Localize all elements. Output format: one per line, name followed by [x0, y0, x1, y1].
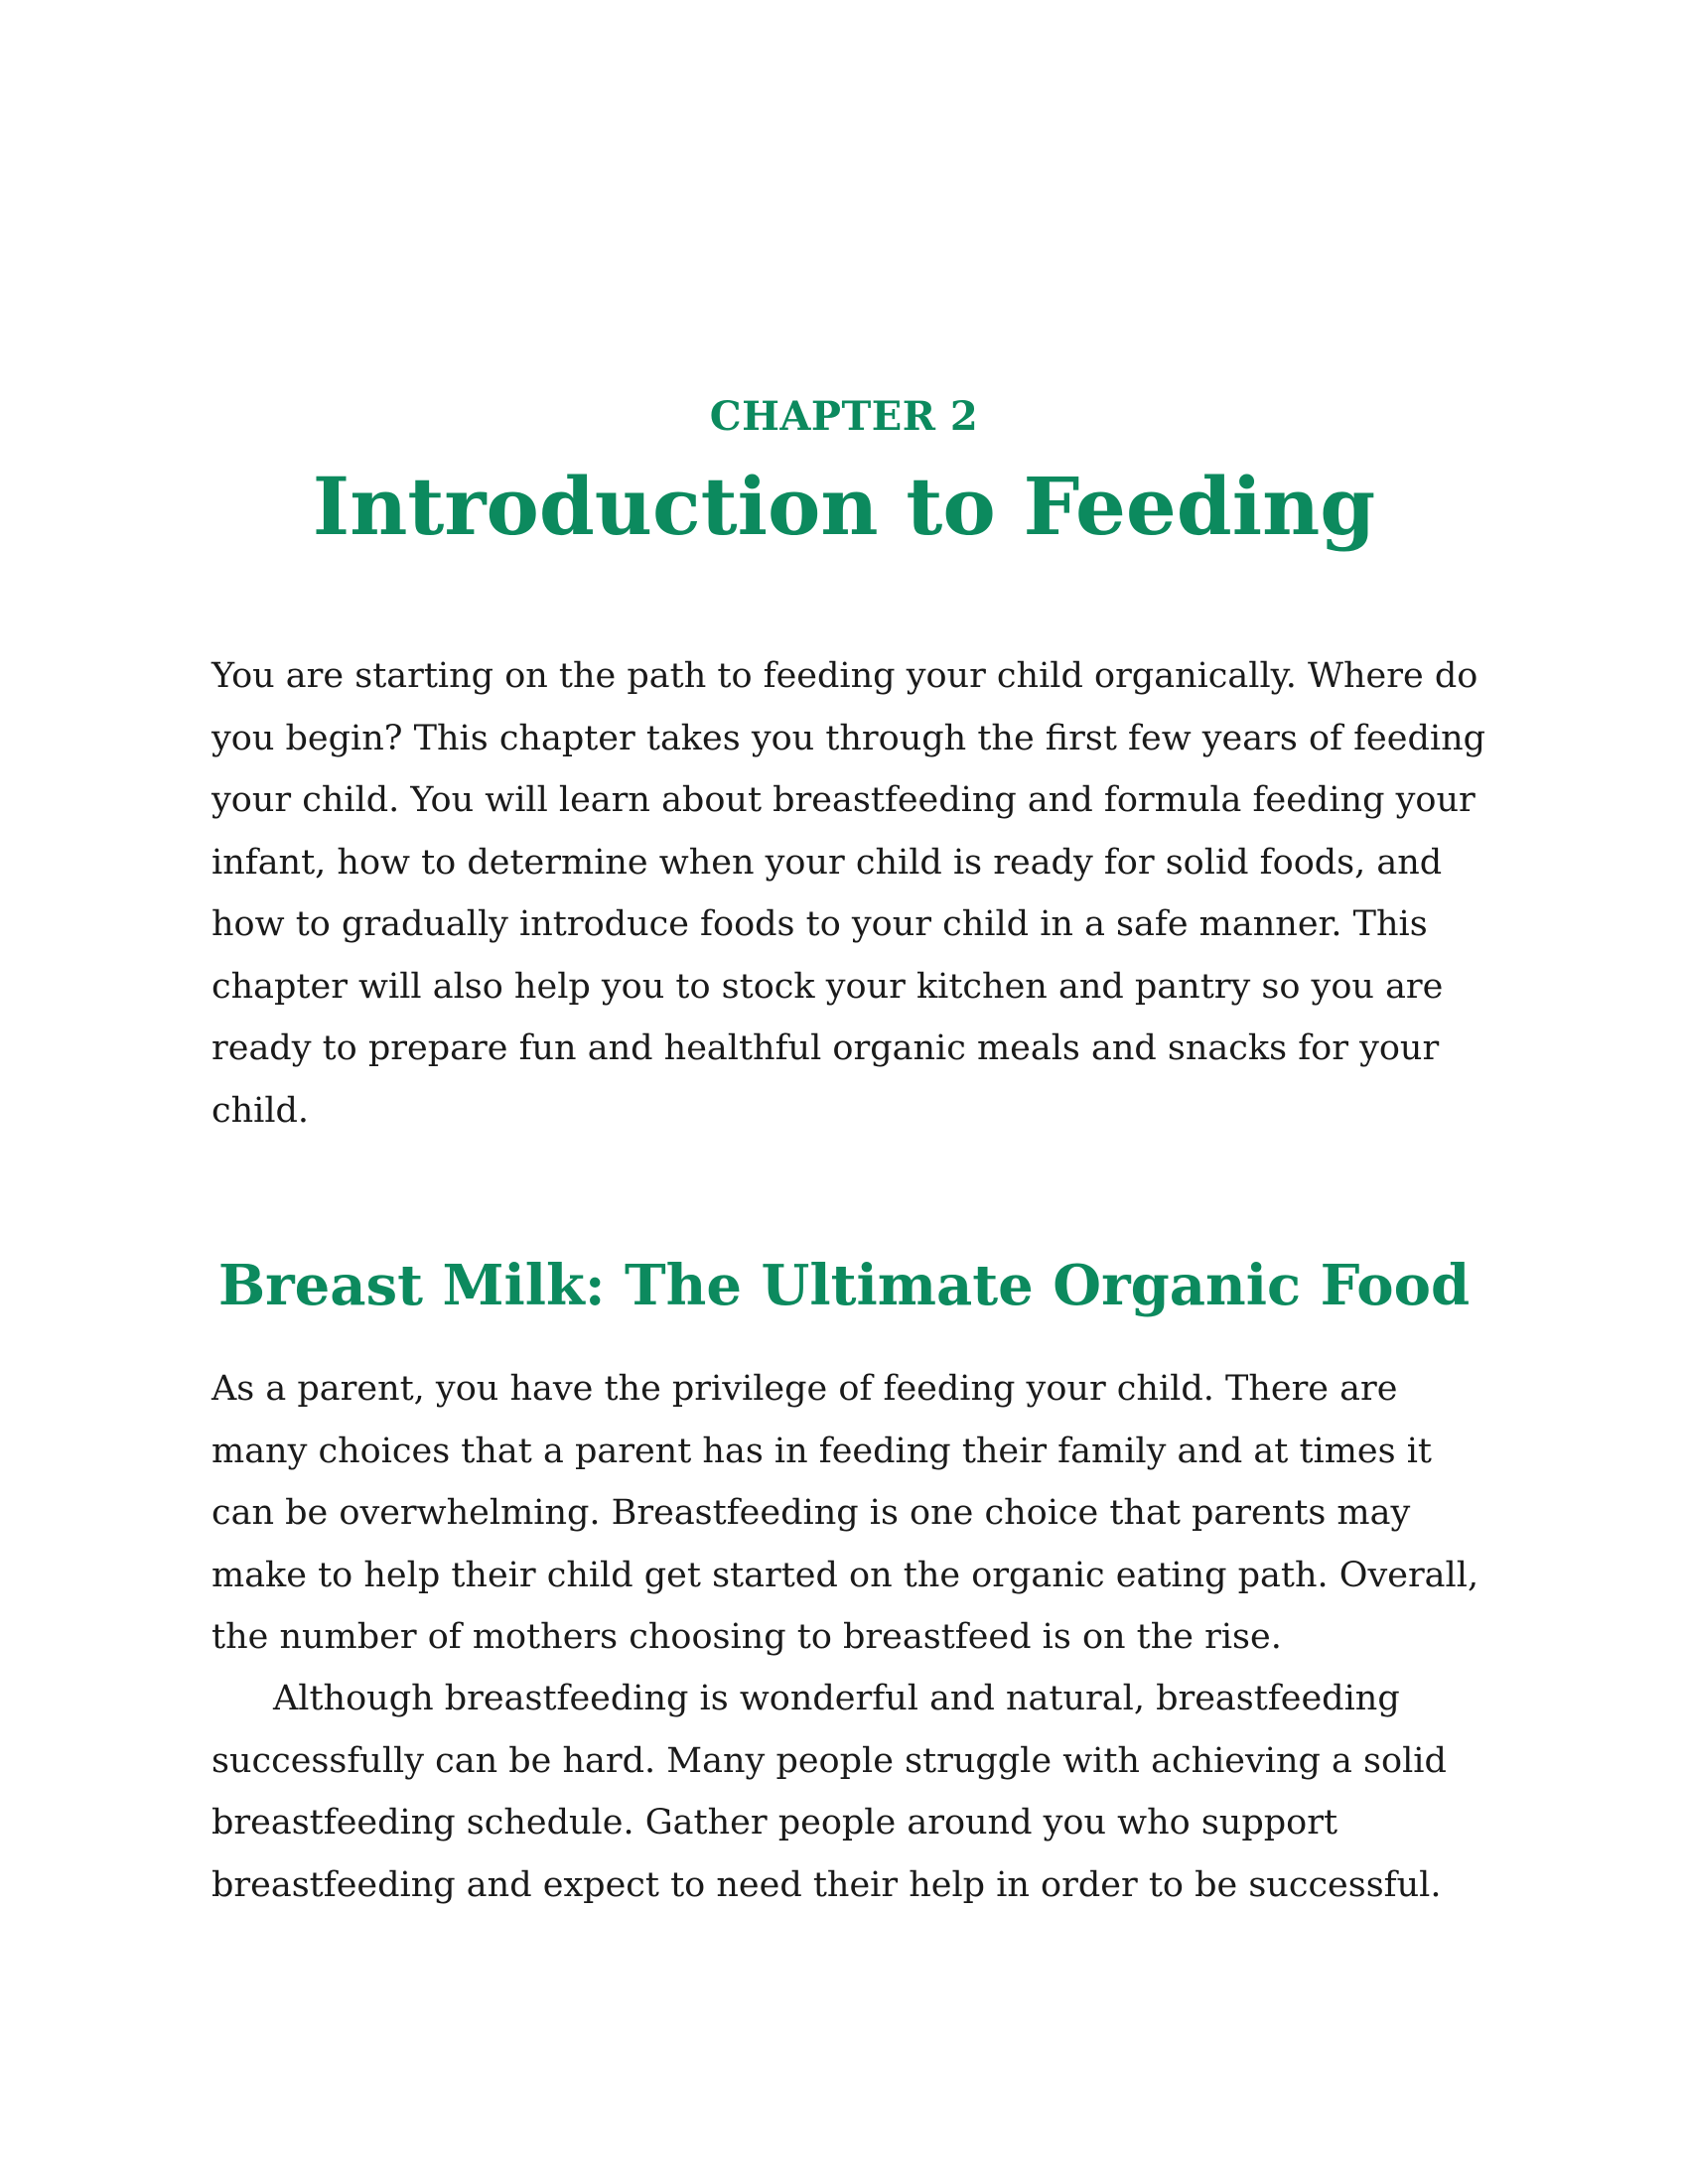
chapter-label: CHAPTER 2	[709, 393, 979, 440]
chapter-title: Introduction to Feeding	[312, 460, 1376, 553]
section-paragraph: As a parent, you have the privilege of feeding your child. There are many choices that a parent has in feeding their family and at times it can be overwhelming. Breastfeeding is one choice that parents may make to help their child get started on the organic eating path. Overall, the number of mothers choosing to breastfeed is on the rise.	[211, 1369, 1479, 1657]
section-heading: Breast Milk: The Ultimate Organic Food	[217, 1253, 1471, 1318]
section-paragraph: Although breastfeeding is wonderful and natural, breastfeeding successfully can be hard. Many people struggle with achieving a solid breastfeeding schedule. Gather people around you who support breastfeeding and expect to need their help in order to be successful.	[211, 1679, 1447, 1905]
intro-paragraph: You are starting on the path to feeding your child organically. Where do you begin? This chapter takes you through the first few years of feeding your child. You will learn about breastfeeding and formula feeding your infant, how to determine when your child is ready for solid foods, and how to gradually introduce foods to your child in a safe manner. This chapter will also help you to stock your kitchen and pantry so you are ready to prepare fun and healthful organic meals and snacks for your child.	[211, 656, 1486, 1131]
